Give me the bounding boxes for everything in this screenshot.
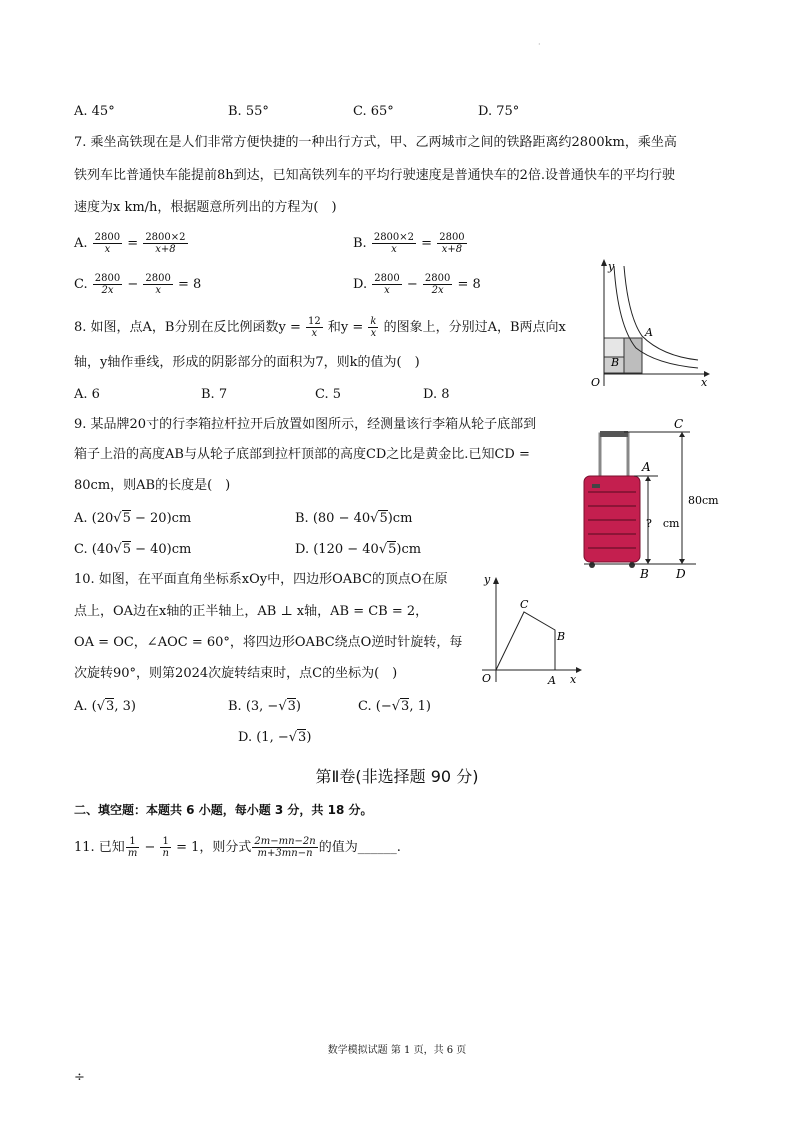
q9-figure — [578, 414, 730, 582]
q10-quadrilateral — [496, 612, 555, 670]
q9-ab-arrow-top — [645, 476, 651, 481]
q7-option-b: B. $\frac{2800\times 2}{x}$ = $\frac{2800}{x+8}$ — [353, 232, 465, 255]
q10-label-a: A — [548, 674, 556, 687]
q9-cd-arrow-bottom — [679, 559, 685, 564]
q8-option-b: B. 7 — [201, 387, 228, 402]
section-fill-in-heading: 二、填空题：本题共 6 小题，每小题 3 分，共 18 分。 — [74, 803, 373, 817]
q9-suitcase-handle — [600, 434, 628, 478]
q10-option-a: A. (√3, 3) — [74, 699, 136, 714]
q8-option-a: A. 6 — [74, 387, 100, 402]
q8-label-b: B — [611, 356, 620, 369]
q7-line-3: 速度为x km/h，根据题意所列出的方程为( ) — [74, 200, 337, 215]
q9-cd-arrow-top — [679, 432, 685, 437]
q8-line-1: 8. 如图，点A，B分别在反比例函数y = $\frac{12}{x}$ 和y = $\frac{k}{x}$ 的图象上，分别过A，B两点向x — [74, 316, 566, 339]
q10-option-d: D. (1, −√3) — [238, 730, 312, 745]
q9-line-2: 箱子上沿的高度AB与从轮子底部到拉杆顶部的高度CD之比是黄金比.已知CD = — [74, 447, 530, 462]
page-footer: 数学模拟试题 第 1 页，共 6 页 — [327, 1045, 467, 1056]
q8-label-a: A — [645, 326, 653, 339]
q8-label-y: y — [608, 260, 615, 273]
q10-line-4: 次旋转90°，则第2024次旋转结束时，点C的坐标为( ) — [74, 666, 398, 681]
q10-x-arrow — [576, 667, 582, 673]
q9-label-a: A — [642, 460, 651, 474]
q10-label-b: B — [557, 630, 566, 643]
q10-label-o: O — [482, 672, 492, 685]
q6-option-a: A. 45° — [74, 104, 115, 119]
q9-label-question: ? cm — [646, 517, 680, 530]
q8-y-arrow — [601, 259, 607, 266]
q7-option-c: C. $\frac{2800}{2x}$ − $\frac{2800}{x}$ = 8 — [74, 273, 202, 296]
q8-label-x: x — [701, 376, 708, 389]
q8-figure — [586, 256, 712, 392]
q9-option-d: D. (120 − 40√5)cm — [295, 542, 422, 557]
part-2-title: 第Ⅱ卷(非选择题 90 分) — [315, 767, 479, 786]
q8-label-o: O — [591, 376, 601, 389]
q8-option-d: D. 8 — [423, 387, 450, 402]
q8-shade-b — [604, 338, 624, 357]
q10-label-c: C — [520, 598, 529, 611]
q9-label-b: B — [640, 567, 649, 581]
q7-option-a: A. $\frac{2800}{x}$ = $\frac{2800\times 2}{x+8}$ — [74, 232, 186, 255]
q7-option-d: D. $\frac{2800}{x}$ − $\frac{2800}{2x}$ = 8 — [353, 273, 481, 296]
page-mark: · — [538, 40, 541, 49]
q9-label-c: C — [674, 417, 684, 431]
q9-option-b: B. (80 − 40√5)cm — [295, 511, 413, 526]
q9-lock — [592, 484, 600, 488]
q8-line-2: 轴，y轴作垂线，形成的阴影部分的面积为7，则k的值为( ) — [74, 355, 420, 370]
q9-wheel-right — [629, 562, 635, 568]
q10-line-3: OA = OC，∠AOC = 60°，将四边形OABC绕点O逆时针旋转，每 — [74, 635, 463, 650]
q10-label-y: y — [484, 573, 491, 586]
q9-label-d: D — [676, 567, 686, 581]
q10-figure — [478, 570, 588, 690]
q10-line-2: 点上，OA边在x轴的正半轴上，AB ⊥ x轴，AB = CB = 2， — [74, 604, 429, 619]
q11-text: 11. 已知 $\frac{1}{m}$ − $\frac{1}{n}$ = 1，则分式 $\frac{2m-mn-2n}{m+3mn-n}$ 的值为______. — [74, 836, 401, 859]
q7-line-2: 铁列车比普通快车能提前8h到达，已知高铁列车的平均行驶速度是普通快车的2倍.设普通快车的平均行驶 — [74, 168, 676, 183]
q9-line-3: 80cm，则AB的长度是( ) — [74, 478, 231, 493]
q7-line-1: 7. 乘坐高铁现在是人们非常方便快捷的一种出行方式，甲、乙两城市之间的铁路距离约2800km，乘坐高 — [74, 135, 677, 150]
q6-option-d: D. 75° — [478, 104, 520, 119]
q9-option-a: A. (20√5 − 20)cm — [74, 511, 192, 526]
q9-ab-arrow-bottom — [645, 559, 651, 564]
q9-handle-grip — [600, 431, 628, 437]
q6-option-b: B. 55° — [228, 104, 269, 119]
q9-option-c: C. (40√5 − 40)cm — [74, 542, 192, 557]
q6-option-c: C. 65° — [353, 104, 394, 119]
q8-option-c: C. 5 — [315, 387, 342, 402]
q10-option-b: B. (3, −√3) — [228, 699, 301, 714]
q10-y-arrow — [493, 577, 499, 584]
bottom-mark: ÷ — [74, 1070, 85, 1085]
q10-label-x: x — [570, 673, 577, 686]
q10-option-c: C. (−√3, 1) — [358, 699, 431, 714]
q9-line-1: 9. 某品牌20寸的行李箱拉杆拉开后放置如图所示，经测量该行李箱从轮子底部到 — [74, 417, 537, 432]
q10-line-1: 10. 如图，在平面直角坐标系xOy中，四边形OABC的顶点O在原 — [74, 572, 448, 587]
q9-wheel-left — [589, 562, 595, 568]
q9-label-length: 80cm — [688, 494, 719, 507]
